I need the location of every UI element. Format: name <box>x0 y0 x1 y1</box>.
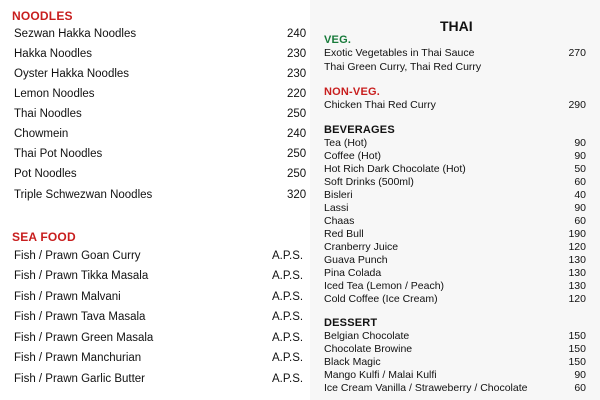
menu-item <box>14 84 305 104</box>
item-name: Mango Kulfi / Malai Kulfi <box>324 369 437 381</box>
menu-item <box>324 382 586 394</box>
item-name: Red Bull <box>324 228 364 240</box>
item-price: 190 <box>568 228 586 240</box>
menu-item <box>324 215 586 227</box>
item-name: Hakka Noodles <box>14 48 92 60</box>
item-name: Chowmein <box>14 128 69 140</box>
menu-item <box>14 104 305 124</box>
menu-item <box>14 246 305 266</box>
item-price: 60 <box>574 382 586 394</box>
item-price: 60 <box>574 176 586 188</box>
menu-item <box>324 228 586 240</box>
item-price: 120 <box>568 293 586 305</box>
item-name: Belgian Chocolate <box>324 330 410 342</box>
veg-title: VEG. <box>324 34 352 46</box>
nonveg-title: NON-VEG. <box>324 86 380 98</box>
menu-item <box>324 254 586 266</box>
menu-item <box>324 356 586 368</box>
thai-title: THAI <box>440 18 473 34</box>
item-name: Thai Noodles <box>14 108 82 120</box>
item-name: Bisleri <box>324 189 353 201</box>
menu-item <box>324 343 586 355</box>
item-name: Exotic Vegetables in Thai Sauce <box>324 47 475 59</box>
menu-item <box>14 348 305 368</box>
menu-item <box>324 369 586 381</box>
item-name: Black Magic <box>324 356 381 368</box>
item-price: 90 <box>574 202 586 214</box>
item-price: 40 <box>574 189 586 201</box>
item-name: Fish / Prawn Tikka Masala <box>14 270 149 282</box>
item-name: Pot Noodles <box>14 168 77 180</box>
item-price: A.P.S. <box>272 291 304 303</box>
menu-item <box>324 47 586 59</box>
menu-item <box>14 24 305 44</box>
item-name: Thai Pot Noodles <box>14 148 103 160</box>
menu-item <box>14 164 305 184</box>
menu-item <box>14 287 305 307</box>
item-name: Lassi <box>324 202 349 214</box>
menu-item <box>14 144 305 164</box>
menu-item <box>324 189 586 201</box>
item-price: 130 <box>568 280 586 292</box>
item-price: 240 <box>287 128 307 140</box>
item-price: 290 <box>568 99 586 111</box>
item-price: 50 <box>574 163 586 175</box>
item-name: Cold Coffee (Ice Cream) <box>324 293 438 305</box>
item-price: 320 <box>287 189 307 201</box>
menu-item <box>14 124 305 144</box>
item-name: Ice Cream Vanilla / Straweberry / Chocolate <box>324 382 528 394</box>
item-name: Fish / Prawn Green Masala <box>14 332 154 344</box>
menu-item <box>324 99 586 111</box>
item-name: Fish / Prawn Malvani <box>14 291 121 303</box>
menu-item <box>324 176 586 188</box>
item-price: 90 <box>574 137 586 149</box>
item-name: Cranberry Juice <box>324 241 399 253</box>
menu-item <box>324 150 586 162</box>
item-name: Iced Tea (Lemon / Peach) <box>324 280 445 292</box>
menu-item <box>14 185 305 205</box>
item-name: Thai Green Curry, Thai Red Curry <box>324 61 482 73</box>
item-price: 120 <box>568 241 586 253</box>
item-name: Coffee (Hot) <box>324 150 381 162</box>
item-price: 240 <box>287 28 307 40</box>
item-name: Sezwan Hakka Noodles <box>14 28 137 40</box>
menu-item <box>324 61 586 73</box>
menu-item <box>324 280 586 292</box>
item-price: 220 <box>287 88 307 100</box>
right-column <box>310 0 600 400</box>
menu-item <box>14 307 305 327</box>
item-price: A.P.S. <box>272 332 304 344</box>
item-price: 150 <box>568 343 586 355</box>
item-name: Fish / Prawn Garlic Butter <box>14 373 146 385</box>
item-name: Pina Colada <box>324 267 382 279</box>
item-price: 250 <box>287 168 307 180</box>
item-price: 130 <box>568 254 586 266</box>
item-price: 230 <box>287 68 307 80</box>
item-price: 90 <box>574 369 586 381</box>
seafood-title: SEA FOOD <box>12 230 76 244</box>
item-name: Chaas <box>324 215 355 227</box>
menu-item <box>324 202 586 214</box>
item-name: Guava Punch <box>324 254 388 266</box>
item-price: 250 <box>287 148 307 160</box>
menu-item <box>324 163 586 175</box>
dessert-title: DESSERT <box>324 317 378 329</box>
menu-item <box>324 293 586 305</box>
item-name: Fish / Prawn Manchurian <box>14 352 142 364</box>
item-name: Oyster Hakka Noodles <box>14 68 130 80</box>
item-name: Tea (Hot) <box>324 137 368 149</box>
item-name: Fish / Prawn Tava Masala <box>14 311 146 323</box>
noodles-title: NOODLES <box>12 9 73 23</box>
menu-item <box>14 266 305 286</box>
item-name: Chicken Thai Red Curry <box>324 99 436 111</box>
item-price: A.P.S. <box>272 352 304 364</box>
item-price: 60 <box>574 215 586 227</box>
menu-item <box>324 330 586 342</box>
item-price: A.P.S. <box>272 311 304 323</box>
beverages-title: BEVERAGES <box>324 124 395 136</box>
item-name: Chocolate Browine <box>324 343 413 355</box>
menu-item <box>324 267 586 279</box>
menu-item <box>324 137 586 149</box>
item-price: 130 <box>568 267 586 279</box>
item-price: A.P.S. <box>272 373 304 385</box>
item-price: 150 <box>568 330 586 342</box>
menu-item <box>14 44 305 64</box>
item-name: Soft Drinks (500ml) <box>324 176 414 188</box>
item-name: Hot Rich Dark Chocolate (Hot) <box>324 163 466 175</box>
menu-item <box>14 64 305 84</box>
menu-item <box>14 328 305 348</box>
item-price: A.P.S. <box>272 250 304 262</box>
item-price: 150 <box>568 356 586 368</box>
item-price: 90 <box>574 150 586 162</box>
item-name: Triple Schwezwan Noodles <box>14 189 153 201</box>
item-price: A.P.S. <box>272 270 304 282</box>
menu-item <box>324 241 586 253</box>
menu-item <box>14 369 305 389</box>
item-price: 270 <box>568 47 586 59</box>
item-price: 230 <box>287 48 307 60</box>
item-name: Lemon Noodles <box>14 88 95 100</box>
item-price: 250 <box>287 108 307 120</box>
item-name: Fish / Prawn Goan Curry <box>14 250 141 262</box>
